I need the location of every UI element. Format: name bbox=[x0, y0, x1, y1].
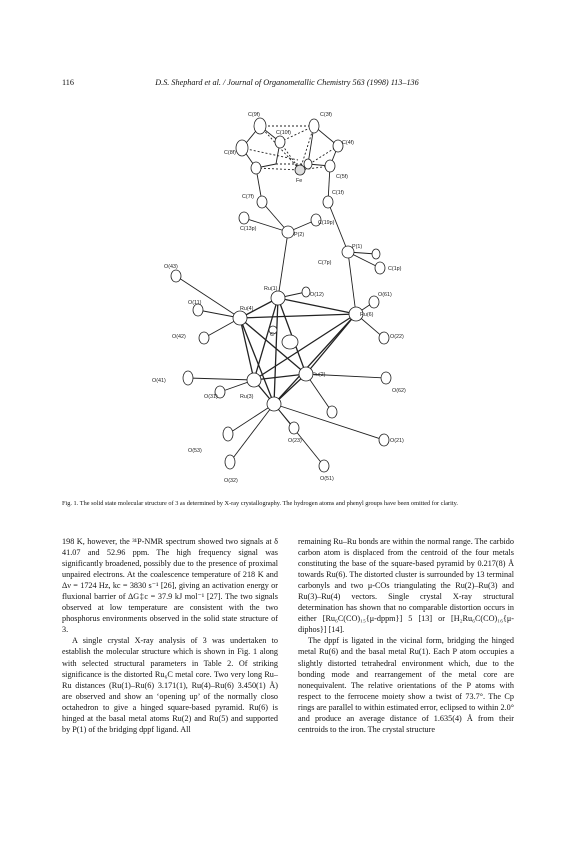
label-fe: Fe bbox=[296, 178, 303, 184]
label-o51: O(51) bbox=[320, 476, 334, 482]
label-ru6: Ru(6) bbox=[360, 312, 374, 318]
label-ru4: Ru(4) bbox=[240, 306, 254, 312]
label-c19p: C(19p) bbox=[318, 220, 335, 226]
label-o53: O(53) bbox=[188, 448, 202, 454]
journal-citation: D.S. Shephard et al. / Journal of Organometallic Chemistry 563 (1998) 113–136 bbox=[155, 78, 419, 87]
label-o22: O(22) bbox=[390, 334, 404, 340]
label-o31: O(31) bbox=[204, 394, 218, 400]
page-number: 116 bbox=[62, 78, 74, 87]
label-o21: O(21) bbox=[390, 438, 404, 444]
running-header bbox=[62, 78, 512, 92]
label-o41: O(41) bbox=[152, 378, 166, 384]
label-carbide-c: C bbox=[270, 332, 274, 338]
crystal-structure-figure bbox=[128, 102, 444, 502]
label-o43: O(43) bbox=[164, 264, 178, 270]
label-c4f: C(4f) bbox=[342, 140, 354, 146]
left-column bbox=[62, 536, 278, 735]
label-c1f: C(1f) bbox=[332, 190, 344, 196]
label-o32: O(32) bbox=[224, 478, 238, 484]
label-c13p: C(13p) bbox=[240, 226, 257, 232]
label-c7p: C(7p) bbox=[318, 260, 332, 266]
label-c5f: C(5f) bbox=[336, 174, 348, 180]
label-p2: P(2) bbox=[294, 232, 305, 238]
label-c9f: C(9f) bbox=[248, 112, 260, 118]
figure-caption: Fig. 1. The solid state molecular structure of 3 as determined by X-ray crystallography. The hydrogen atoms and phenyl groups have been omitted for clarity. bbox=[62, 500, 458, 507]
label-c7f: C(7f) bbox=[242, 194, 254, 200]
label-o62: O(62) bbox=[392, 388, 406, 394]
label-c3f: C(3f) bbox=[320, 112, 332, 118]
label-o42: O(42) bbox=[172, 334, 186, 340]
right-paragraph-1: remaining Ru–Ru bonds are within the normal range. The carbido carbon atom is displaced from the centroid of the four metals constituting the base of the square-based pyramid by 0.217(8) Å towards Ru(6). The distorted cluster is surrounded by 13 terminal carbonyls and two μ-COs triangulating the Ru(2)–Ru(3) and Ru(3)–Ru(4) vectors. Single crystal X-ray structural determination has shown that no comparable distortion occurs in either [Ru₆C(CO)₁₅{μ-dppm}] 5 [13] or [H₂Ru₆C(CO)₁₆{μ-diphos}] [14]. bbox=[298, 537, 514, 635]
ortep-diagram bbox=[128, 102, 444, 502]
label-o12: O(12) bbox=[310, 292, 324, 298]
left-paragraph-1: 198 K, however, the ³¹P-NMR spectrum showed two signals at δ 41.07 and 52.96 ppm. The high frequency signal was significantly broadened, possibly due to the presence of proximal unpaired electrons. At the coalescence temperature of 218 K and Δν = 1724 Hz, kc = 3830 s⁻¹ [26], giving an activation energy or fluxional barrier of ΔG‡c = 37.9 kJ mol⁻¹ [27]. The two signals observed at low temperature are consistent with the two phosphorus environments observed in the solid state structure of 3. bbox=[62, 537, 278, 635]
left-paragraph-2: A single crystal X-ray analysis of 3 was undertaken to establish the molecular structure which is shown in Fig. 1 along with selected structural parameters in Table 2. Of striking significance is the distorted Ru₆C metal core. Two very long Ru–Ru distances (Ru(1)–Ru(6) 3.171(1), Ru(4)–Ru(6) 3.450(1) Å) are observed and show an ‘opening up’ of the normally closo octahedron to give a hinged square-based pyramid. Ru(6) is hinged at the basal metal atoms Ru(2) and Ru(5) and supported by P(1) of the bridging dppf ligand. All bbox=[62, 636, 278, 734]
right-paragraph-2: The dppf is ligated in the vicinal form, bridging the hinged metal Ru(6) and the basal metal Ru(1). Each P atom occupies a slightly distorted tetrahedral environment which, due to the bonding mode and rearrangement of the metal core are nonequivalent. The relative orientations of the P atoms with respect to the ferrocene moiety show a twist of 73.7°. The Cp rings are parallel to within estimated error, eclipsed to within 2.0° and produce an average distance of 1.635(4) Å from their centroids to the iron. The crystal structure bbox=[298, 636, 514, 734]
label-p1: P(1) bbox=[352, 244, 363, 250]
label-ru2: Ru(2) bbox=[312, 372, 326, 378]
label-ru1: Ru(1) bbox=[264, 286, 278, 292]
label-c1p: C(1p) bbox=[388, 266, 402, 272]
label-o23: O(23) bbox=[288, 438, 302, 444]
label-o11: O(11) bbox=[188, 300, 202, 306]
label-c10f: C(10f) bbox=[276, 130, 291, 136]
label-o61: O(61) bbox=[378, 292, 392, 298]
label-c8f: C(8f) bbox=[224, 150, 236, 156]
label-ru3: Ru(3) bbox=[240, 394, 254, 400]
right-column bbox=[298, 536, 514, 735]
